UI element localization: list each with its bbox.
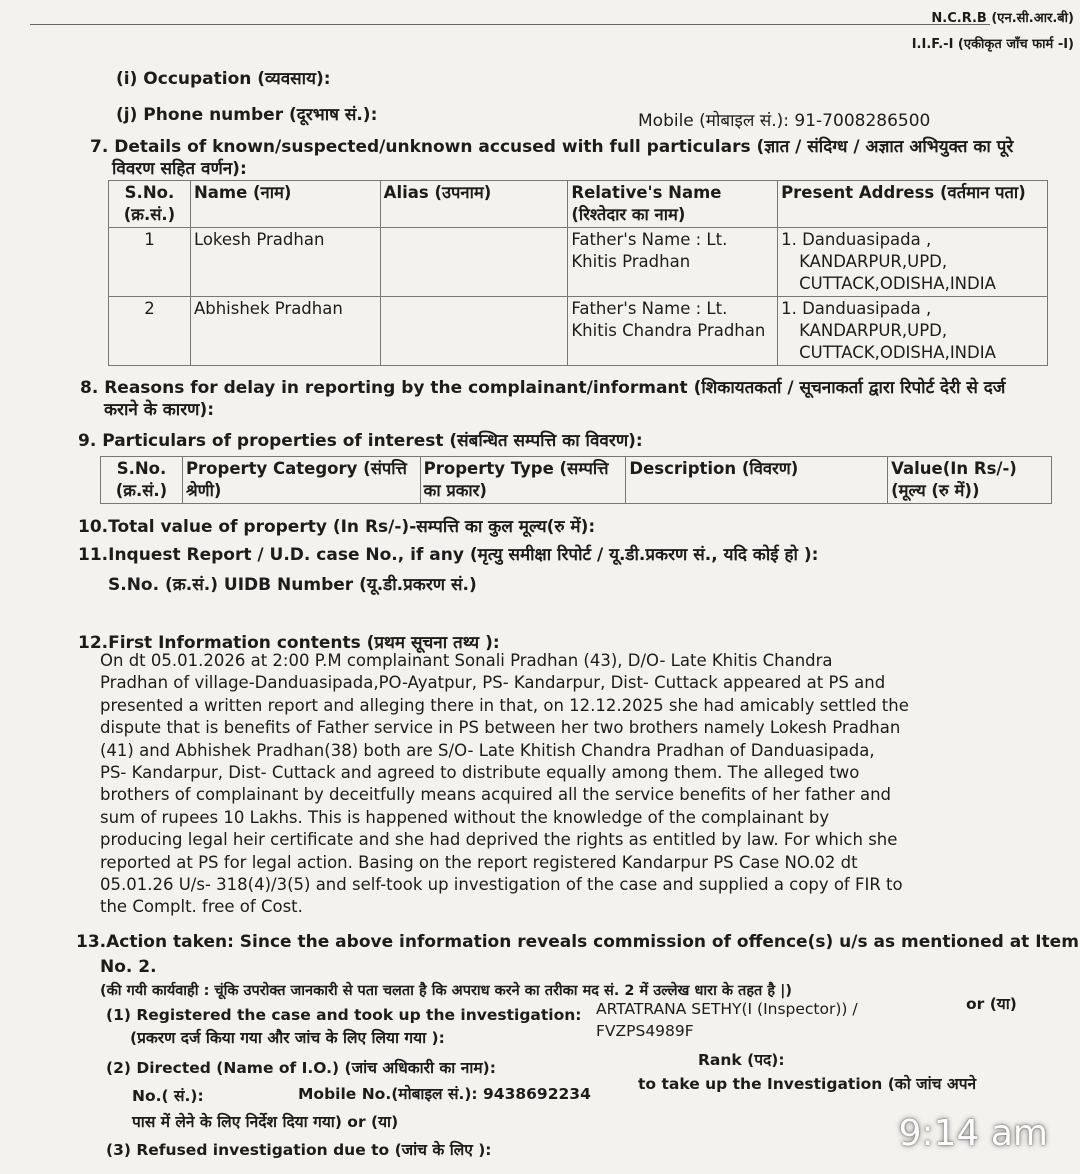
section-13-title: 13.Action taken: Since the above information reveals commission of offence(s) u/s as mentioned at Item (76, 932, 1079, 952)
status-clock: 9:14 am (898, 1113, 1048, 1154)
relative-header: Relative's Name (रिश्तेदार का नाम) (568, 181, 778, 228)
sno-header: S.No. (क्र.सं.) (101, 457, 183, 504)
sno-header: S.No. (क्र.सं.) (109, 181, 191, 228)
name-cell: Lokesh Pradhan (190, 228, 380, 297)
address-cell: 1. Danduasipada , KANDARPUR,UPD, CUTTACK,ODISHA,INDIA (778, 228, 1048, 297)
accused-table (108, 180, 1048, 366)
section-10-title: 10.Total value of property (In Rs/-)-सम्पत्ति का कुल मूल्य(रु में): (78, 517, 596, 537)
section-8-title: 8. Reasons for delay in reporting by the complainant/informant (शिकायतकर्ता / सूचनाकर्ता द्वारा रिपोर्ट देरी से दर्ज (80, 378, 1006, 398)
registered-label-hindi: (प्रकरण दर्ज किया गया और जांच के लिए लिया गया ): (130, 1029, 445, 1047)
occupation-label: (i) Occupation (व्यवसाय): (116, 69, 331, 89)
property-table (100, 456, 1052, 504)
take-up-label: to take up the Investigation (को जांच अपने (638, 1075, 977, 1093)
category-header: Property Category (संपत्ति श्रेणी) (182, 457, 420, 504)
or-label: or (या) (966, 995, 1017, 1013)
section-9-title: 9. Particulars of properties of interest (संबन्धित सम्पत्ति का विवरण): (78, 431, 643, 451)
rank-label: Rank (पद): (698, 1051, 785, 1069)
description-header: Description (विवरण) (626, 457, 888, 504)
name-cell: Abhishek Pradhan (190, 297, 380, 366)
alias-cell (380, 228, 568, 297)
section-11-sub: S.No. (क्र.सं.) UIDB Number (यू.डी.प्रकरण सं.) (108, 575, 477, 595)
take-up-label-cont: पास में लेने के लिए निर्देश दिया गया) or (या) (132, 1113, 399, 1131)
address-cell: 1. Danduasipada , KANDARPUR,UPD, CUTTACK,ODISHA,INDIA (778, 297, 1048, 366)
io-mobile: Mobile No.(मोबाइल सं.): 9438692234 (298, 1085, 591, 1103)
relative-cell: Father's Name : Lt. Khitis Pradhan (568, 228, 778, 297)
address-header: Present Address (वर्तमान पता) (778, 181, 1048, 228)
section-13-title-cont: No. 2. (100, 957, 157, 977)
officer-id: FVZPS4989F (596, 1022, 694, 1040)
table-row (109, 297, 1048, 366)
section-8-title-cont: कराने के कारण): (104, 400, 215, 420)
refused-label: (3) Refused investigation due to (जांच के लिए ): (106, 1141, 492, 1159)
section-7-title-cont: विवरण सहित वर्णन): (112, 159, 247, 179)
directed-label: (2) Directed (Name of I.O.) (जांच अधिकारी का नाम): (106, 1059, 496, 1077)
section-11-title: 11.Inquest Report / U.D. case No., if any (मृत्यु समीक्षा रिपोर्ट / यू.डी.प्रकरण सं., यदि कोई हो ): (78, 545, 819, 565)
value-header: Value(In Rs/-) (मूल्य (रु में)) (888, 457, 1052, 504)
section-12-title: 12.First Information contents (प्रथम सूचना तथ्य ): (78, 633, 500, 653)
type-header: Property Type (सम्पत्ति का प्रकार) (420, 457, 626, 504)
accused-table-header (109, 181, 1048, 228)
sno-cell: 2 (109, 297, 191, 366)
section-13-hindi: (की गयी कार्यवाही : चूंकि उपरोक्त जानकारी से पता चलता है कि अपराध करने का तरीका मद सं. 2 में उल्लेख धारा के तहत है |) (100, 983, 793, 999)
mobile-number: Mobile (मोबाइल सं.): 91-7008286500 (638, 111, 931, 131)
section-7-title: 7. Details of known/suspected/unknown accused with full particulars (ज्ञात / संदिग्ध / अज्ञात अभियुक्त का पूरे (90, 137, 1014, 157)
officer-name: ARTATRANA SETHY(I (Inspector)) / (596, 1000, 858, 1018)
header-rule (30, 24, 990, 25)
relative-cell: Father's Name : Lt. Khitis Chandra Pradhan (568, 297, 778, 366)
phone-label: (j) Phone number (दूरभाष सं.): (116, 105, 378, 125)
no-label: No.( सं.): (132, 1087, 204, 1105)
name-header: Name (नाम) (190, 181, 380, 228)
sno-cell: 1 (109, 228, 191, 297)
alias-header: Alias (उपनाम) (380, 181, 568, 228)
table-row (109, 228, 1048, 297)
registered-label: (1) Registered the case and took up the investigation: (106, 1006, 582, 1024)
ncrb-header: N.C.R.B (एन.सी.आर.बी) (931, 11, 1074, 26)
fir-contents: On dt 05.01.2026 at 2:00 P.M complainant Sonali Pradhan (43), D/O- Late Khitis Chandra Pradhan of village-Danduasipada,PO-Ayatpur, PS- Kandarpur, Dist- Cuttack appeared at PS and presented a written report and alleging there in that, on 12.12.2025 she had amicably settled the dispute that is benefits of Father service in PS between her two brothers namely Lokesh Pradhan (41) and Abhishek Pradhan(38) both are S/O- Late Khitish Chandra Pradhan of Danduasipada, PS- Kandarpur, Dist- Cuttack and agreed to distribute equally among them. The alleged two brothers of complainant by deceitfully means acquired all the service benefits of her father and sum of rupees 10 Lakhs. This is happened without the knowledge of the complainant by producing legal heir certificate and she had deprived the rights as entitled by law. For which she reported at PS for legal action. Basing on the report registered Kandarpur PS Case NO.02 dt 05.01.26 U/s- 318(4)/3(5) and self-took up investigation of the case and supplied a copy of FIR to the Complt. free of Cost. (100, 651, 909, 917)
property-table-header (101, 457, 1052, 504)
form-code: I.I.F.-I (एकीकृत जाँच फार्म -I) (911, 37, 1074, 52)
alias-cell (380, 297, 568, 366)
